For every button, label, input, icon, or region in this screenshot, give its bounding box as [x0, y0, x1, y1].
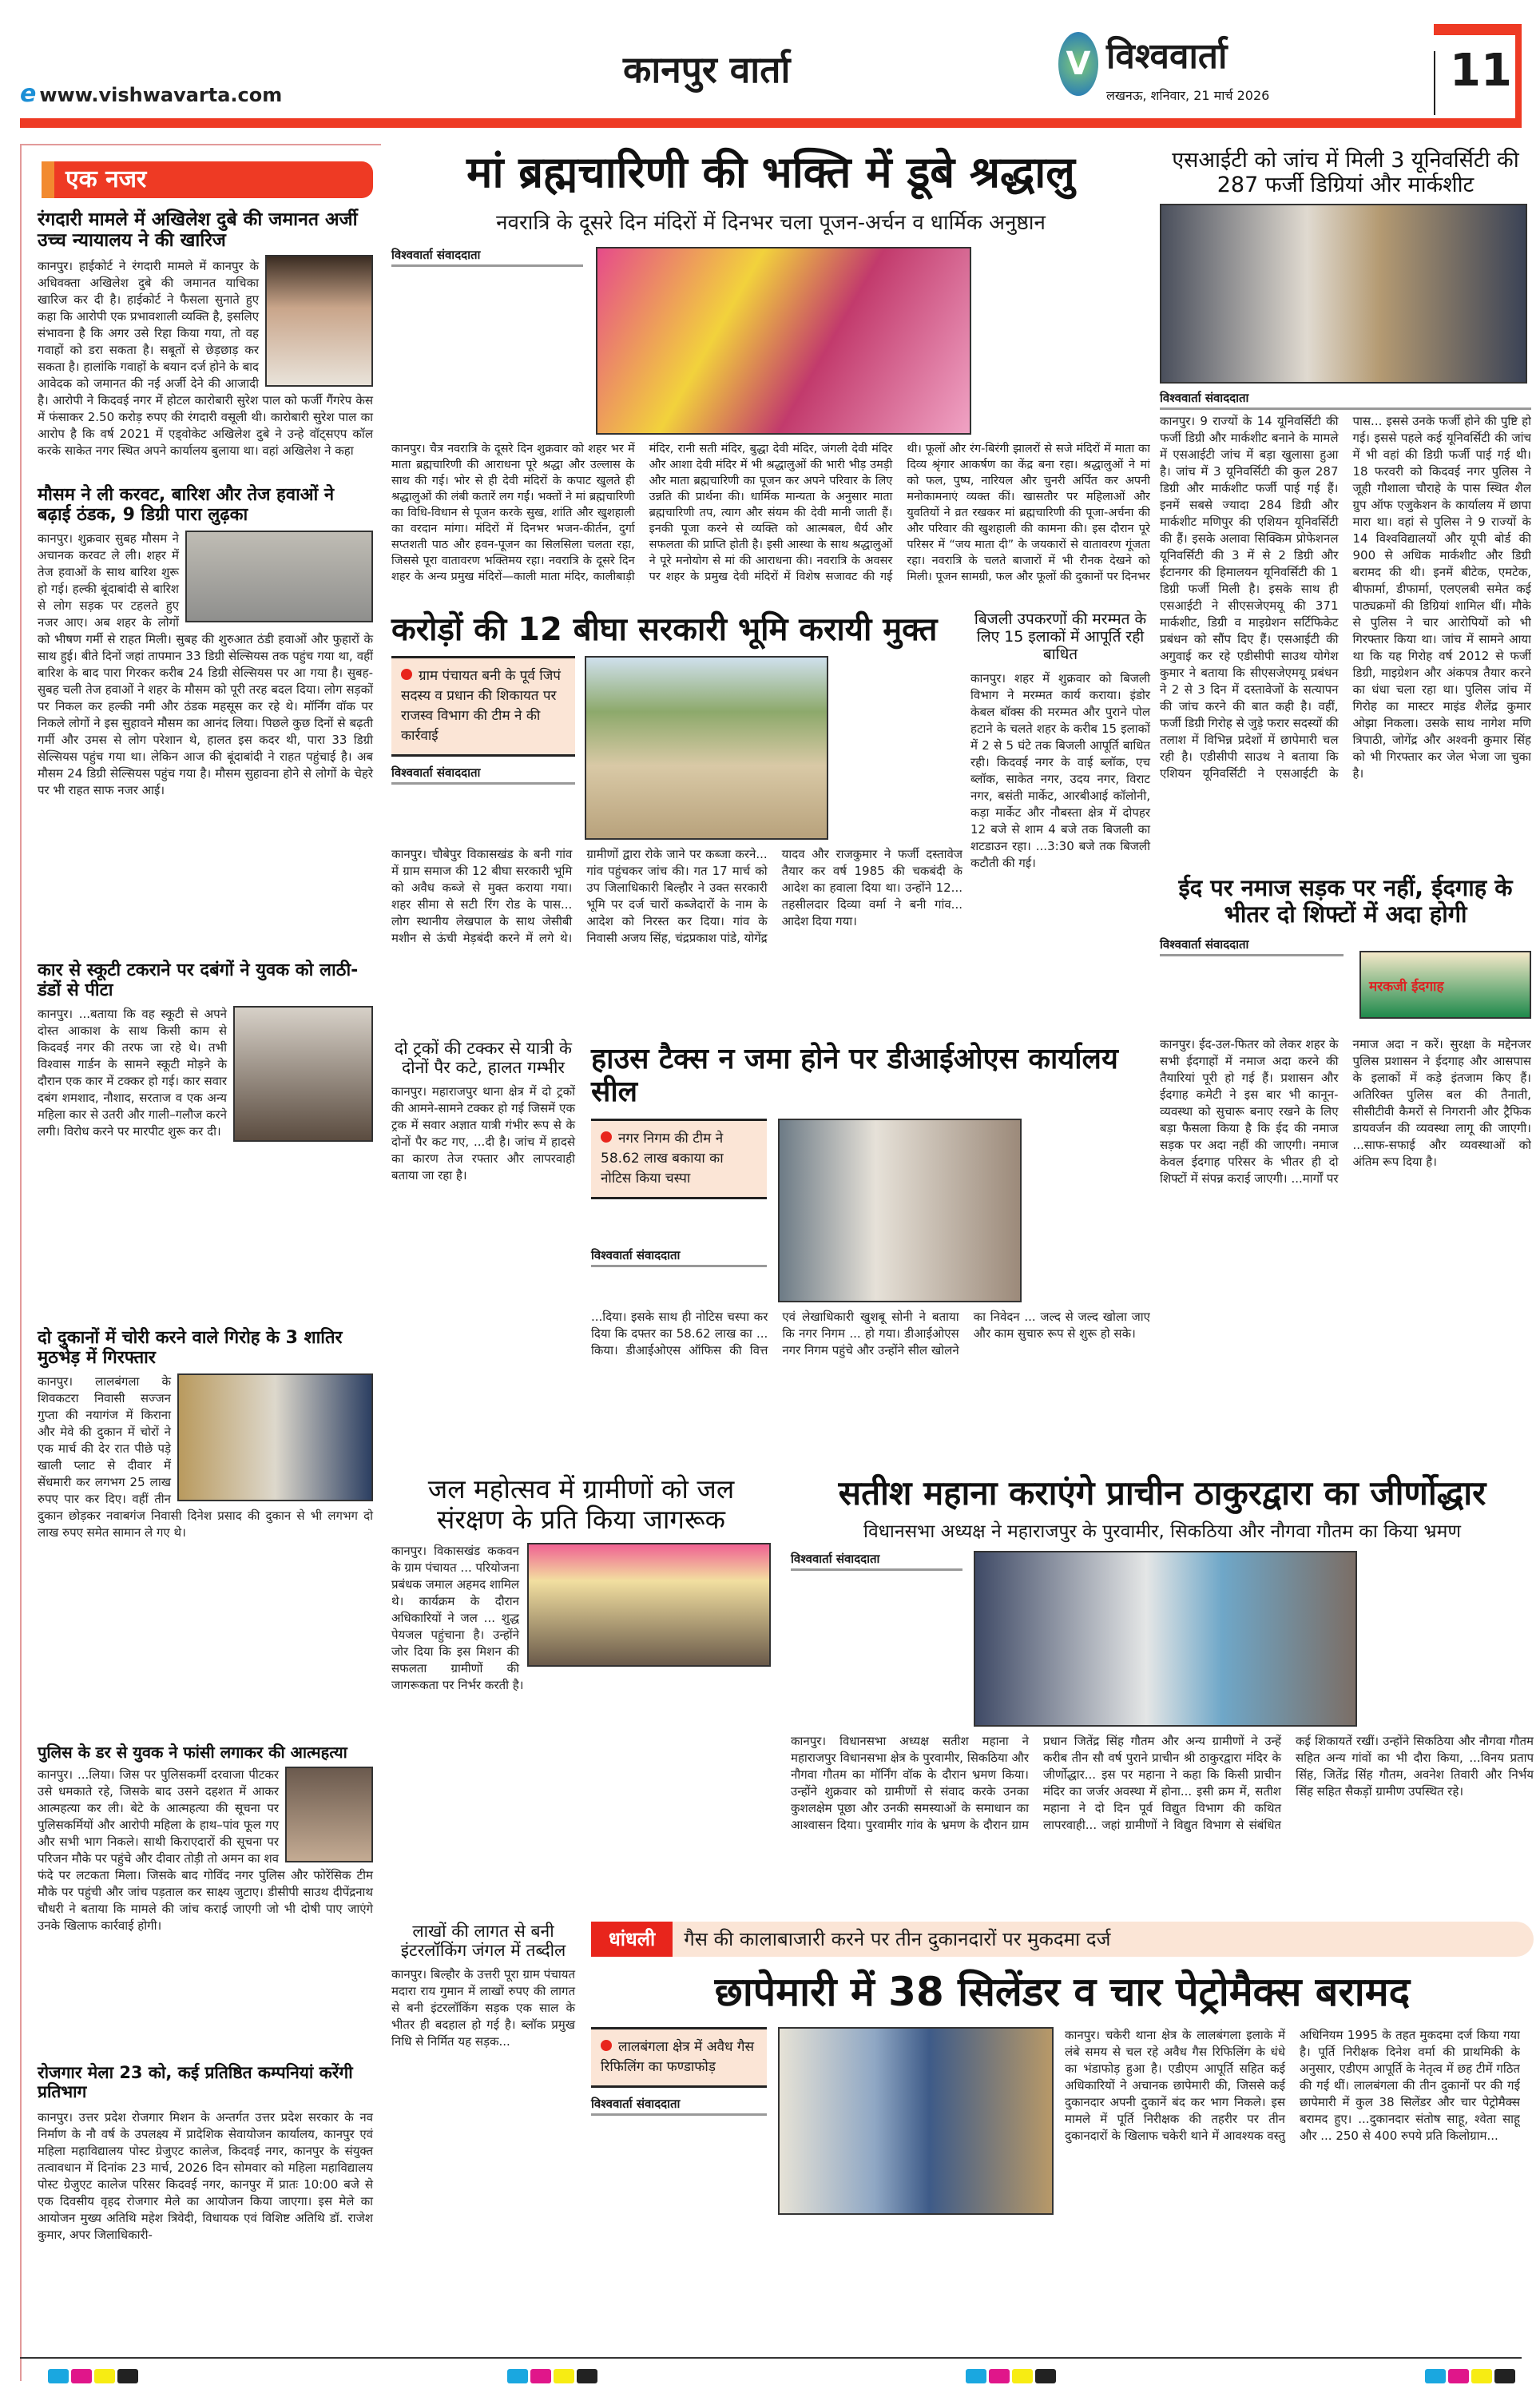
photo-jal-mahotsav	[527, 1543, 771, 1667]
eid-body: कानपुर। ईद-उल-फितर को लेकर शहर के सभी ईदगाहों में नमाज अदा करने की तैयारियां पूरी हो गई हैं। प्रशासन और ईदगाह कमेटी ने इस बार भी कानून-व्यवस्था को सुचारू बनाए रखने के लिए बड़ा फैसला किया है कि ईद की नमाज सड़क पर अदा नहीं की जाएगी। नमाज केवल ईदगाह परिसर के भीतर ही दो शिफ्टों में संपन्न कराई जाएगी। ...मार्गों पर नमाज अदा न करें। सुरक्षा के मद्देनजर पुलिस प्रशासन ने ईदगाह और आसपास के इलाकों में कड़े इंतजाम किए हैं। अतिरिक्त पुलिस बल की तैनाती, सीसीटीवी कैमरों से निगरानी और ट्रैफिक डायवर्जन की व्यवस्था लागू की जाएगी। ...साफ-सफाई और व्यवस्थाओं को अंतिम रूप दिया है।	[1160, 1036, 1531, 1186]
photo-sealed-office	[778, 1119, 1022, 1302]
registration-marks	[48, 2369, 1518, 2387]
story-body: कानपुर। लालबंगला के शिवकटरा निवासी सज्जन गुप्ता की नयागंज में किराना और मेवे की दुकान में चोरों ने एक मार्च की देर रात पीछे पड़े खाली प्लाट से दीवार में सेंधमारी कर लगभग 25 लाख रुपए पार कर दिए। वहीं तीन दुकान छोड़कर नवाबगंज निवासी दिनेश प्रसाद की दुकान से भी लगभग दो लाख रुपए समेत सामान ले गए थे।	[38, 1373, 373, 1540]
byline: विश्ववार्ता संवाददाता	[391, 765, 575, 785]
bullet-icon	[601, 1131, 612, 1143]
power-story	[970, 611, 1150, 872]
photo-jcb-land	[585, 656, 828, 840]
housetax-story	[591, 1043, 1150, 1469]
photo-weather-street	[185, 531, 373, 622]
water-body: कानपुर। विकासखंड ककवन के ग्राम पंचायत ... परियोजना प्रबंधक जमाल अहमद शामिल थे। कार्यक्रम के दौरान अधिकारियों ने जल ... शुद्ध पेयजल पहुंचाना है। उन्होंने जोर दिया कि इस मिशन की सफलता ग्रामीणों की जागरूकता पर निर्भर करती है।	[391, 1543, 524, 1692]
gas-body: कानपुर। चकेरी थाना क्षेत्र के लालबंगला इलाके में लंबे समय से चल रहे अवैध गैस रिफिलिंग के धंधे का भंडाफोड़ हुआ है। एडीएम आपूर्ति सहित कई अधिकारियों ने अचानक छापेमारी की, जिससे कई दुकानदार अपनी दुकानें बंद कर भाग निकले। इस मामले में पूर्ति निरीक्षक की तहरीर पर तीन दुकानदारों के खिलाफ चकेरी थाने में आवश्यक वस्तु अधिनियम 1995 के तहत मुकदमा दर्ज किया गया है। पूर्ति निरीक्षक दिनेश वर्मा की प्राथमिकी के अनुसार, एडीएम आपूर्ति के नेतृत्व में छह टीमें गठित की गई थीं। लालबंगला की तीन दुकानों पर की गई छापेमारी में कुल 38 सिलेंडर और चार पेट्रोमैक्स बरामद हुए। ...दुकानदार संतोष साहू, श्वेता साहू और ... 250 से 400 रुपये प्रति किलोग्राम...	[1065, 2027, 1520, 2143]
gas-headline: छापेमारी में 38 सिलेंडर व चार पेट्रोमैक्स बरामद	[714, 1969, 1411, 2015]
sit-body: कानपुर। 9 राज्यों के 14 यूनिवर्सिटी की फर्जी डिग्री और मार्कशीट बनाने के मामले में एसआईटी जांच में बड़ा खुलासा हुआ है। जांच में 3 यूनिवर्सिटी की कुल 287 डिग्री और मार्कशीट फर्जी पाई गई हैं। इनमें सबसे ज्यादा 284 डिग्री और मार्कशीट मणिपुर की एशियन यूनिवर्सिटी की हैं। इसके अलावा सिक्किम प्रोफेशनल यूनिवर्सिटी की 3 में से 2 डिग्री और ईटानगर की हिमालयन यूनिवर्सिटी की 1 डिग्री फर्जी मिली है। इसके साथ ही एसआईटी ने सीएसजेएमयू की 371 मार्कशीट, डिग्री व माइग्रेशन सर्टिफिकेट प्रबंधन को सौंप दिए हैं। एसआईटी की अगुवाई कर रहे एडीसीपी साउथ योगेश कुमार ने बताया कि सीएसजेएमयू प्रबंधन ने 2 से 3 दिन में दस्तावेजों के सत्यापन की जांच करने की बात कही है। वहीं, फर्जी डिग्री गिरोह से जुड़े फरार सदस्यों की तलाश में विभिन्न प्रदेशों में छापेमारी चल रही है। एडीसीपी साउथ ने बताया कि एशियन यूनिवर्सिटी ने एसआईटी के पास... इससे उनके फर्जी होने की पुष्टि हो गई। इससे पहले कई यूनिवर्सिटी की जांच में भी वहां की डिग्री फर्जी पाई गई थी। 18 फरवरी को किदवई नगर पुलिस ने जूही गौशाला चौराहे के पास स्थित शैल ग्रुप ऑफ एजुकेशन के कार्यालय में छापा मारा था। वहां से पुलिस ने 9 राज्यों के 14 विश्वविद्यालयों और यूपी बोर्ड की 900 से अधिक मार्कशीट और डिग्री बरामद की थी। इनमें बीटेक, एमटेक, बीफार्मा, डीफार्मा, एलएलबी समेत कई पाठ्यक्रमों की डिग्रियां शामिल थीं। मौके से पुलिस ने चार आरोपियों को भी गिरफ्तार किया था। जांच में सामने आया था कि यह गिरोह वर्ष 2012 से फर्जी डिग्री, माइग्रेशन और अंकपत्र तैयार करने का धंधा चला रहा था। पुलिस जांच में गिरोह का मास्टर माइंड शैलेंद्र कुमार ओझा निकला। उसके साथ नागेश मणि त्रिपाठी, जोगेंद्र और अश्वनी कुमार सिंह को भी गिरफ्तार कर जेल भेजा जा चुका है।	[1160, 414, 1531, 781]
lead-body: कानपुर। चैत्र नवरात्रि के दूसरे दिन शुक्रवार को शहर भर में माता ब्रह्मचारिणी की आराधना पूरे श्रद्धा और उल्लास के साथ की गई। भोर से ही देवी मंदिरों के कपाट खुलते ही श्रद्धालुओं की लंबी कतारें लग गईं। भक्तों ने मां ब्रह्मचारिणी का विधि-विधान से पूजन करके सुख, शांति और खुशहाली का वरदान मांगा। मंदिरों में दिनभर भजन-कीर्तन, दुर्गा सप्तशती पाठ और हवन-पूजन का सिलसिला चलता रहा, जिससे पूरा वातावरण भक्तिमय रहा। नवरात्रि के दूसरे दिन शहर के अन्य प्रमुख मंदिरों—काली माता मंदिर, कालीबाड़ी मंदिर, रानी सती मंदिर, बुद्धा देवी मंदिर, जंगली देवी मंदिर और आशा देवी मंदिर में भी श्रद्धालुओं की भारी भीड़ उमड़ी और माता ब्रह्मचारिणी का पूजन कर अपने परिवार के लिए उन्नति की प्रार्थना की। धार्मिक मान्यता के अनुसार माता ब्रह्मचारिणी तप, त्याग और संयम की देवी मानी जाती हैं। इनकी पूजा करने से व्यक्ति को आत्मबल, धैर्य और सफलता की प्राप्ति होती है। इसी आस्था के साथ श्रद्धालुओं ने पूरे मनोयोग से मां की आराधना की। नवरात्रि के अवसर पर शहर के प्रमुख देवी मंदिरों में विशेष सजावट की गई थी। फूलों और रंग-बिरंगी झालरों से सजे मंदिरों में माता का दिव्य श्रृंगार आकर्षण का केंद्र बना रहा। श्रद्धालुओं ने मां को फल, पुष्प, नारियल और चुनरी अर्पित कर अपनी मनोकामनाएं व्यक्त कीं। खासतौर पर महिलाओं और युवतियों ने व्रत रखकर मां ब्रह्मचारिणी की पूजा-अर्चना की और परिवार की खुशहाली की कामना की। इस दौरान पूरे परिसर में “जय माता दी” के जयकारों से वातावरण गूंजता रहा। नवरात्रि के चलते बाजारों में भी रौनक देखने को मिली। पूजन सामग्री, फल और फूलों की दुकानों पर दिनभर	[391, 443, 1150, 584]
eid-story	[1160, 875, 1531, 1372]
lead-story	[391, 148, 1150, 593]
gas-story	[591, 1922, 1534, 2291]
website-link[interactable]: e www.vishwavarta.com	[20, 80, 283, 108]
water-story	[391, 1474, 771, 1694]
gas-tag: धांधली	[591, 1922, 673, 1957]
interlock-headline: लाखों की लागत से बनी इंटरलॉकिंग जंगल में तब्दील	[400, 1922, 566, 1961]
story-weather	[38, 485, 373, 799]
masthead	[0, 0, 1540, 128]
water-headline: जल महोत्सव में ग्रामीणों को जल संरक्षण के प्रति किया जागरूक	[427, 1473, 735, 1535]
gas-kicker: लालबंगला क्षेत्र में अवैध गैस रिफिलिंग का फण्डाफोड़	[591, 2027, 767, 2088]
photo-temple-devotees	[596, 247, 971, 435]
story-body: कानपुर। उत्तर प्रदेश रोजगार मिशन के अन्तर्गत उत्तर प्रदेश सरकार के नव निर्माण के नौ वर्ष के उपलक्ष्य में प्रादेशिक सेवायोजन कार्यालय, कानपुर एवं महिला महाविद्यालय पोस्ट ग्रेजुएट कालेज, किदवई नगर, कानपुर के संयुक्त तत्वावधान में दिनांक 23 मार्च, 2026 दिन सोमवार को महिला महाविद्यालय पोस्ट ग्रेजुएट कालेज परिसर किदवई नगर, कानपुर में प्रातः 10:00 बजे से एक दिवसीय वृहद रोजगार मेले का आयोजन किया जाएगा। इस मेले का आयोजन मुख्य अतिथि महेश त्रिवेदी, विधायक एवं विशिष्ट अतिथि डॉ. राजेश कुमार, अपर जिलाधिकारी-	[38, 2110, 373, 2243]
photo-arrested-accused	[177, 1373, 373, 1501]
power-headline: बिजली उपकरणों की मरम्मत के लिए 15 इलाकों में आपूर्ति रही बाधित	[974, 610, 1147, 663]
page-number: 11	[1450, 45, 1512, 97]
headline: रंगदारी मामले में अखिलेश दुबे की जमानत अर्जी उच्च न्यायालय ने की खारिज	[38, 209, 358, 252]
photo-gas-raid	[778, 2027, 1054, 2215]
byline: विश्ववार्ता संवाददाता	[391, 247, 583, 267]
mahana-subhead: विधानसभा अध्यक्ष ने महाराजपुर के पुरवामीर, सिकठिया और नौगवा गौतम का किया भ्रमण	[863, 1521, 1461, 1543]
header-rule	[20, 118, 1522, 128]
mahana-body: कानपुर। विधानसभा अध्यक्ष सतीश महाना ने महाराजपुर विधानसभा क्षेत्र के पुरवामीर, सिकठिया और नौगवा गौतम का मॉर्निंग वॉक के दौरान भ्रमण किया। उन्होंने शुक्रवार को ग्रामीणों से संवाद करके उनका कुशलक्षेम पूछा और उनकी समस्याओं के समाधान का आश्वासन दिया। पुरवामीर गांव के भ्रमण के दौरान ग्राम प्रधान जितेंद्र सिंह गौतम और अन्य ग्रामीणों ने उन्हें करीब तीन सौ वर्ष पुराने प्राचीन श्री ठाकुरद्वारा मंदिर के जीर्णोद्धार... इस पर महाना ने कहा कि किसी प्राचीन मंदिर का जर्जर अवस्था में होना... इसी क्रम में, सतीश महाना ने दो दिन पूर्व विद्युत विभाग की कथित लापरवाही... जहां ग्रामीणों ने विद्युत विभाग से संबंधित कई शिकायतें रखीं। उन्होंने सिकठिया और नौगवा गौतम सहित अन्य गांवों का भी दौरा किया, ...विनय प्रताप सिंह, जितेंद्र सिंह गौतम, अवनेश तिवारी और निर्भय सिंह सहित सैकड़ों ग्रामीण उपस्थित रहे।	[791, 1734, 1534, 1833]
byline: विश्ववार्ता संवाददाता	[591, 1247, 767, 1267]
photo-mahana-villagers	[974, 1551, 1357, 1727]
lead-headline: मां ब्रह्मचारिणी की भक्ति में डूबे श्रद्धालु	[466, 147, 1075, 197]
photo-akhilesh-dubey	[265, 255, 373, 387]
story-job-fair	[38, 2063, 373, 2244]
photo-deceased	[285, 1767, 373, 1862]
page-number-frame	[1434, 24, 1522, 126]
land-kicker: ग्राम पंचायत बनी के पूर्व जिपं सदस्य व प्रधान की शिकायत पर राजस्व विभाग की टीम ने की कार्रवाई	[391, 656, 575, 757]
sit-headline: एसआईटी को जांच में मिली 3 यूनिवर्सिटी की 287 फर्जी डिग्रियां और मार्कशीट	[1172, 148, 1519, 198]
story-akhilesh-dubey	[38, 209, 373, 459]
bullet-icon	[601, 2040, 612, 2051]
section-title: कानपुर वार्ता	[623, 48, 791, 91]
paper-logo-icon: V	[1058, 32, 1098, 96]
land-story	[391, 611, 963, 1038]
gas-strapline: गैस की कालाबाजारी करने पर तीन दुकानदारों पर मुकदमा दर्ज	[684, 1928, 1111, 1950]
land-body: कानपुर। चौबेपुर विकासखंड के बनी गांव में ग्राम समाज की 12 बीघा सरकारी भूमि को अवैध कब्जे से मुक्त कराया गया। शहर सीमा से सटी रिंग रोड के पास... लोग स्थानीय लेखपाल के साथ जेसीबी मशीन से ऊंची मेड़बंदी करने में लगे थे। ग्रामीणों द्वारा रोके जाने पर कब्जा करने... गांव पहुंचकर जांच की। गत 17 मार्च को उप जिलाधिकारी बिल्हौर ने उक्त सरकारी भूमि पर दर्ज चारों कब्जेदारों के नाम के आदेश को निरस्त कर दिया। गांव के निवासी अजय सिंह, चंद्रप्रकाश पांडे, योगेंद्र यादव और राजकुमार ने फर्जी दस्तावेज तैयार कर वर्ष 1985 की चकबंदी के आदेश का हवाला दिया था। उन्होंने 12... तहसीलदार दिव्या वर्मा ने बनी गांव... आदेश दिया गया।	[391, 847, 963, 945]
story-youth-suicide	[38, 1743, 373, 1934]
headline: कार से स्कूटी टकराने पर दबंगों ने युवक को लाठी-डंडों से पीटा	[38, 960, 359, 1001]
trucks-story	[391, 1039, 575, 1184]
lead-subhead: नवरात्रि के दूसरे दिन मंदिरों में दिनभर चला पूजन-अर्चन व धार्मिक अनुष्ठान	[496, 211, 1046, 236]
story-theft-gang	[38, 1328, 373, 1541]
interlock-story	[391, 1922, 575, 2050]
byline: विश्ववार्ता संवाददाता	[591, 2096, 767, 2116]
dateline: लखनऊ, शनिवार, 21 मार्च 2026	[1106, 88, 1270, 103]
story-body: कानपुर। शुक्रवार सुबह मौसम ने अचानक करवट ले ली। शहर में तेज हवाओं के साथ बारिश शुरू हो गई। हल्की बूंदाबांदी से बारिश से लोग सड़क पर टहलते हुए नजर आए। अब शहर के लोगों को भीषण गर्मी से राहत मिली। सुबह की शुरुआत ठंडी हवाओं और फुहारों के साथ हुई। बीते दिनों जहां तापमान 33 डिग्री सेल्सियस तक पहुंच गया था, वहीं बारिश के बाद पारा गिरकर करीब 24 डिग्री सेल्सियस पर आ गया है। सुबह-सुबह चली तेज हवाओं ने शहर के मौसम को पूरी तरह बदल दिया। लोग सड़कों पर निकल कर हल्की नमी और ठंडक महसूस कर रहे थे। मॉर्निंग वॉक पर निकले लोगों ने इस सुहावने मौसम का आनंद लिया। पिछले कुछ दिनों से बढ़ती गर्मी और उमस से लोग परेशान थे, हालत इस कदर थी, पारा 33 डिग्री सेल्सियस पहुंच गया था। लेकिन आज की बूंदाबांदी ने राहत पहुंचाई है। अब मौसम 24 डिग्री सेल्सियस पहुंच गया है। मौसम सुहावना होने से लोगों के चेहरे पर भी राहत साफ नजर आई।	[38, 531, 373, 797]
eid-headline: ईद पर नमाज सड़क पर नहीं, ईदगाह के भीतर दो शिफ्टों में अदा होगी	[1178, 874, 1513, 928]
eidgah-sign-text: मरकजी ईदगाह	[1369, 979, 1444, 995]
story-body: कानपुर। हाईकोर्ट ने रंगदारी मामले में कानपुर के अधिवक्ता अखिलेश दुबे की जमानत याचिका खारिज कर दी है। हाईकोर्ट ने फैसला सुनाते हुए कहा कि आरोपी एक प्रभावशाली व्यक्ति है, इसलिए संभावना है कि अगर उसे रिहा किया गया, तो वह गवाहों को डरा सकता है। सबूतों से छेड़छाड़ कर सकता है। हालांकि गवाहों के बयान दर्ज होने के बाद आवेदक को जमानत की नई अर्जी देने की आजादी है। आरोपी ने किदवई नगर में होटल कारोबारी सुरेश पाल को फर्जी गैंगरेप केस में फंसाकर 2.50 करोड़ रुपए की रंगदारी वसूली थी। कारोबारी सुरेश पाल का आरोप है कि वर्ष 2021 में एड्वोकेट अखिलेश दुबे ने उन्हे वॉट्सएप कॉल करके साकेत नगर स्थित अपने कार्यालय बुलाया था। वहां अखिलेश ने कहा	[38, 258, 373, 458]
headline: दो दुकानों में चोरी करने वाले गिरोह के 3 शातिर मुठभेड़ में गिरफ्तार	[38, 1328, 343, 1369]
trucks-body: कानपुर। महाराजपुर थाना क्षेत्र में दो ट्रकों की आमने-सामने टक्कर हो गई जिसमें एक ट्रक में सवार अज्ञात यात्री गंभीर रूप से के दोनों पैर कट गए, ...दी है। जांच में हादसे का कारण तेज रफ्तार और लापरवाही बताया जा रहा है।	[391, 1084, 575, 1183]
byline: विश्ववार्ता संवाददाता	[1160, 390, 1531, 410]
housetax-body: ...दिया। इसके साथ ही नोटिस चस्पा कर दिया कि दफ्तर का 58.62 लाख का ... किया। डीआईओएस ऑफिस की वित्त एवं लेखाधिकारी खुशबू सोनी ने बताया कि नगर निगम ... हो गया। डीआईओएस नगर निगम पहुंचे और उन्होंने सील खोलने का निवेदन ... जल्द से जल्द खोला जाए और काम सुचारु रूप से शुरू हो सके।	[591, 1309, 1150, 1358]
paper-name: विश्ववार्ता	[1106, 36, 1228, 77]
trucks-headline: दो ट्रकों की टक्कर से यात्री के दोनों पैर कटे, हालत गम्भीर	[394, 1039, 573, 1078]
interlock-body: कानपुर। बिल्हौर के उत्तरी पूरा ग्राम पंचायत मदारा राय गुमान में लाखों रुपए की लागत से बनी इंटरलॉकिंग सड़क एक साल के भीतर ही बदहाल हो गई है। ब्लॉक प्रमुख निधि से निर्मित यह सड़क...	[391, 1967, 575, 2049]
photo-eidgah-sign	[1359, 951, 1531, 1019]
story-scooty-assault	[38, 960, 373, 1145]
byline: विश्ववार्ता संवाददाता	[1160, 936, 1344, 956]
gas-strap	[591, 1922, 1534, 1957]
ek-nazar-banner: एक नजर	[42, 161, 373, 198]
headline: मौसम ने ली करवट, बारिश और तेज हवाओं ने बढ़ाई ठंडक, 9 डिग्री पारा लुढ़का	[38, 485, 335, 526]
bullet-icon	[401, 669, 412, 680]
story-body: कानपुर। ...बताया कि वह स्कूटी से अपने दोस्त आकाश के साथ किसी काम से किदवई नगर की तरफ जा रहे थे। तभी विश्वास गार्डन के सामने स्कूटी मोड़ने के दौरान एक कार में टक्कर हो गई। कार सवार दबंग शमशाद, नौशाद, सरताज व एक अन्य महिला कार से उतरी और गाली–गलौज करने लगी। विरोध करने पर मारपीट शुरू कर दी।	[38, 1006, 227, 1139]
byline: विश्ववार्ता संवाददाता	[791, 1551, 963, 1571]
mahana-story	[791, 1474, 1534, 1881]
mahana-headline: सतीश महाना कराएंगे प्राचीन ठाकुरद्वारा का जीर्णोद्धार	[838, 1473, 1486, 1513]
ek-nazar-column	[20, 144, 381, 2381]
housetax-kicker: नगर निगम की टीम ने 58.62 लाख बकाया का नोटिस किया चस्पा	[591, 1119, 767, 1199]
headline: पुलिस के डर से युवक ने फांसी लगाकर की आत्महत्या	[38, 1743, 347, 1762]
photo-sit-accused	[1160, 204, 1527, 384]
browser-e-icon: e	[20, 80, 37, 108]
photo-victim	[233, 1006, 373, 1142]
headline: रोजगार मेला 23 को, कई प्रतिष्ठित कम्पनियां करेंगी प्रतिभाग	[38, 2063, 353, 2102]
housetax-headline: हाउस टैक्स न जमा होने पर डीआईओएस कार्यालय सील	[591, 1043, 1118, 1109]
sit-story	[1160, 148, 1531, 813]
land-headline: करोड़ों की 12 बीघा सरकारी भूमि करायी मुक्त	[391, 611, 938, 648]
story-body: कानपुर। ...लिया। जिस पर पुलिसकर्मी दरवाजा पीटकर उसे धमकाते रहे, जिसके बाद उसने दहशत में आकर आत्महत्या कर ली। बेटे के आत्महत्या की सूचना पर पुलिसकर्मियों और आरोपी महिला के हाथ–पांव फूल गए और सभी भाग निकले। साथी किराएदारों की सूचना पर परिजन मौके पर पहुंचे और दीवार तोड़ी तो अमन का शव फंदे पर लटकता मिला। जिसके बाद गोविंद नगर पुलिस और फोरेंसिक टीम मौके पर पहुंची और जांच पड़ताल कर साक्ष्य जुटाए। डीसीपी साउथ दीपेंद्रनाथ चौधरी ने बताया कि मामले की जांच कराई जाएगी जो भी दोषी पाए जाएंगे उनके खिलाफ कार्रवाई होगी।	[38, 1767, 373, 1933]
power-body: कानपुर। शहर में शुक्रवार को बिजली विभाग ने मरम्मत कार्य कराया। इंडोर केबल बॉक्स की मरम्मत और पुराने पोल हटाने के चलते शहर के करीब 15 इलाकों में 2 से 5 घंटे तक बिजली आपूर्ति बाधित रही। किदवई नगर के वाई ब्लॉक, एच ब्लॉक, साकेत नगर, उदय नगर, विराट नगर, बसंती मार्केट, आरबीआई कॉलोनी, कड़ा मार्केट और नौबस्ता क्षेत्र में दोपहर 12 बजे से शाम 4 बजे तक बिजली का शटडाउन रहा। ...3:30 बजे तक बिजली कटौती की गई।	[970, 670, 1150, 870]
footer-rule	[20, 2357, 1522, 2359]
